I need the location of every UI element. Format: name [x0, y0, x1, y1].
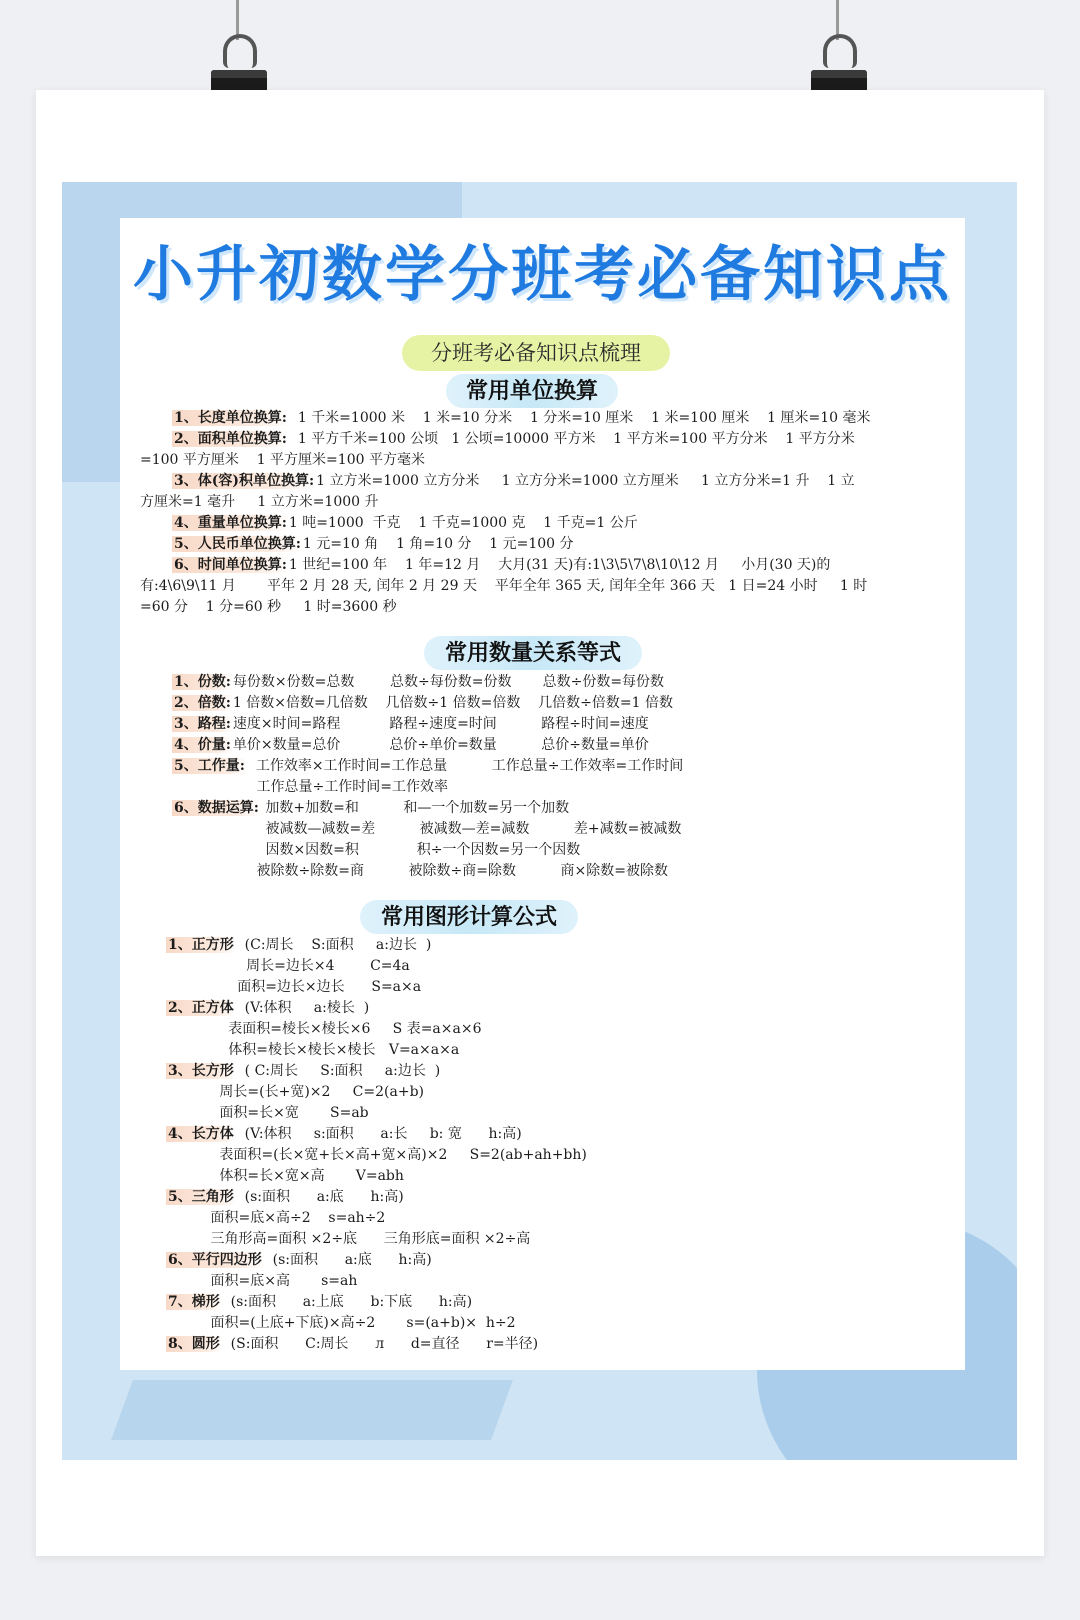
formulas-line — [166, 1103, 369, 1123]
formulas-line-text: 体积=长×宽×高 V=abh — [166, 1168, 404, 1184]
units-line — [140, 450, 425, 470]
units-line-text: 1 元=10 角 1 角=10 分 1 元=100 分 — [302, 536, 574, 552]
units-line — [140, 597, 397, 617]
relations-line — [172, 819, 681, 839]
relations-line — [172, 756, 683, 776]
units-line — [140, 492, 379, 512]
relations-line-label: 3、路程: — [174, 716, 231, 732]
formulas-line-text: (s:面积 a:上底 b:下底 h:高) — [221, 1294, 473, 1310]
formulas-line — [166, 1019, 482, 1039]
formulas-line — [166, 1271, 357, 1291]
units-line — [172, 513, 638, 533]
units-line-text: 1 世纪=100 年 1 年=12 月 大月(31 天)有:1\3\5\7\8\10\12 月 小月(30 天)的 — [288, 557, 831, 573]
formulas-line-label: 3、长方形 — [168, 1063, 234, 1079]
section-heading-units: 常用单位换算 — [446, 374, 618, 408]
formulas-line-text: 周长=边长×4 C=4a — [166, 958, 410, 974]
formulas-line — [166, 1040, 459, 1060]
formulas-line-text: (S:面积 C:周长 л d=直径 r=半径) — [221, 1336, 539, 1352]
formulas-line — [166, 1124, 522, 1144]
formulas-line — [166, 1166, 404, 1186]
formulas-line-text: 表面积=(长×宽+长×高+宽×高)×2 S=2(ab+ah+bh) — [166, 1147, 587, 1163]
units-line-label: 3、体(容)积单位换算: — [174, 473, 315, 489]
formulas-line-text: (s:面积 a:底 h:高) — [235, 1189, 404, 1205]
units-line-text: 1 平方千米=100 公顷 1 公顷=10000 平方米 1 平方米=100 平方分米 1 平方分米 — [288, 431, 855, 447]
units-line — [172, 471, 855, 491]
relations-line-text: 因数×因数=积 积÷一个因数=另一个因数 — [172, 842, 581, 858]
units-line-text: 1 吨=1000 千克 1 千克=1000 克 1 千克=1 公斤 — [288, 515, 638, 531]
formulas-line-text: 体积=棱长×棱长×棱长 V=a×a×a — [166, 1042, 460, 1058]
units-line — [172, 534, 574, 554]
relations-line-text: 速度×时间=路程 路程÷速度=时间 路程÷时间=速度 — [232, 716, 649, 732]
units-line — [140, 576, 867, 596]
units-line-label: 2、面积单位换算: — [174, 431, 287, 447]
formulas-line-label: 5、三角形 — [168, 1189, 234, 1205]
relations-line — [172, 672, 664, 692]
units-line-label: 4、重量单位换算: — [174, 515, 287, 531]
formulas-line-label: 2、正方体 — [168, 1000, 234, 1016]
units-line — [172, 555, 830, 575]
relations-line-text: 被减数—减数=差 被减数—差=减数 差+减数=被减数 — [172, 821, 682, 837]
formulas-line-text: (V:体积 s:面积 a:长 b: 宽 h:高) — [235, 1126, 522, 1142]
relations-line-label: 4、价量: — [174, 737, 231, 753]
formulas-line-text: 面积=长×宽 S=ab — [166, 1105, 369, 1121]
formulas-line-label: 7、梯形 — [168, 1294, 220, 1310]
page-title: 小升初数学分班考必备知识点 — [133, 240, 952, 310]
formulas-line-text: 三角形高=面积 ×2÷底 三角形底=面积 ×2÷高 — [166, 1231, 531, 1247]
formulas-line-text: 表面积=棱长×棱长×6 S 表=a×a×6 — [166, 1021, 482, 1037]
units-line-text: =100 平方厘米 1 平方厘米=100 平方毫米 — [140, 452, 425, 468]
subtitle-badge: 分班考必备知识点梳理 — [402, 335, 670, 371]
section-heading-formulas: 常用图形计算公式 — [360, 900, 578, 934]
formulas-line — [166, 935, 431, 955]
relations-line-text: 工作效率×工作时间=工作总量 工作总量÷工作效率=工作时间 — [246, 758, 684, 774]
relations-line-label: 6、数据运算: — [174, 800, 259, 816]
formulas-line — [166, 998, 369, 1018]
formulas-line-text: (C:周长 S:面积 a:边长 ) — [235, 937, 432, 953]
section-heading-relations: 常用数量关系等式 — [424, 636, 642, 670]
formulas-line-label: 6、平行四边形 — [168, 1252, 262, 1268]
units-line-text: 1 千米=1000 米 1 米=10 分米 1 分米=10 厘米 1 米=100 厘米 1 厘米=10 毫米 — [288, 410, 871, 426]
units-line — [172, 429, 855, 449]
relations-line-text: 加数+加数=和 和—一个加数=另一个加数 — [260, 800, 570, 816]
formulas-line — [166, 1145, 587, 1165]
units-line-text: 有:4\6\9\11 月 平年 2 月 28 天, 闰年 2 月 29 天 平年全年 365 天, 闰年全年 366 天 1 日=24 小时 1 时 — [140, 578, 868, 594]
relations-line — [172, 777, 448, 797]
formulas-line-text: 面积=边长×边长 S=a×a — [166, 979, 422, 995]
relations-line-text: 被除数÷除数=商 被除数÷商=除数 商×除数=被除数 — [172, 863, 668, 879]
formulas-line-text: 面积=底×高÷2 s=ah÷2 — [166, 1210, 386, 1226]
relations-line — [172, 693, 673, 713]
units-line-label: 6、时间单位换算: — [174, 557, 287, 573]
formulas-line — [166, 1208, 385, 1228]
formulas-line-label: 4、长方体 — [168, 1126, 234, 1142]
formulas-line — [166, 1292, 472, 1312]
relations-line — [172, 798, 569, 818]
relations-line-text: 1 倍数×倍数=几倍数 几倍数÷1 倍数=倍数 几倍数÷倍数=1 倍数 — [232, 695, 673, 711]
relations-line-label: 1、份数: — [174, 674, 231, 690]
relations-line — [172, 861, 668, 881]
relations-line-label: 5、工作量: — [174, 758, 245, 774]
formulas-line-label: 1、正方形 — [168, 937, 234, 953]
formulas-line-text: 周长=(长+宽)×2 C=2(a+b) — [166, 1084, 424, 1100]
formulas-line — [166, 977, 421, 997]
units-line-label: 5、人民币单位换算: — [174, 536, 301, 552]
formulas-line — [166, 956, 410, 976]
relations-line-text: 每份数×份数=总数 总数÷每份数=份数 总数÷份数=每份数 — [232, 674, 665, 690]
formulas-line-text: (s:面积 a:底 h:高) — [263, 1252, 432, 1268]
units-line-text: =60 分 1 分=60 秒 1 时=3600 秒 — [140, 599, 397, 615]
formulas-line — [166, 1187, 404, 1207]
formulas-line-text: ( C:周长 S:面积 a:边长 ) — [235, 1063, 441, 1079]
formulas-line — [166, 1082, 424, 1102]
relations-line-text: 单价×数量=总价 总价÷单价=数量 总价÷数量=单价 — [232, 737, 649, 753]
formulas-line-text: 面积=(上底+下底)×高÷2 s=(a+b)× h÷2 — [166, 1315, 516, 1331]
units-line — [172, 408, 871, 428]
formulas-line — [166, 1250, 432, 1270]
formulas-line-label: 8、圆形 — [168, 1336, 220, 1352]
relations-line-label: 2、倍数: — [174, 695, 231, 711]
units-line-text: 1 立方米=1000 立方分米 1 立方分米=1000 立方厘米 1 立方分米=1 升 1 立 — [316, 473, 855, 489]
formulas-line — [166, 1061, 440, 1081]
relations-line-text: 工作总量÷工作时间=工作效率 — [172, 779, 449, 795]
formulas-line — [166, 1334, 538, 1354]
formulas-line — [166, 1313, 516, 1333]
formulas-line — [166, 1229, 530, 1249]
relations-line — [172, 714, 649, 734]
units-line-text: 方厘米=1 毫升 1 立方米=1000 升 — [140, 494, 379, 510]
units-line-label: 1、长度单位换算: — [174, 410, 287, 426]
relations-line — [172, 840, 580, 860]
formulas-line-text: 面积=底×高 s=ah — [166, 1273, 358, 1289]
formulas-line-text: (V:体积 a:棱长 ) — [235, 1000, 370, 1016]
relations-line — [172, 735, 649, 755]
